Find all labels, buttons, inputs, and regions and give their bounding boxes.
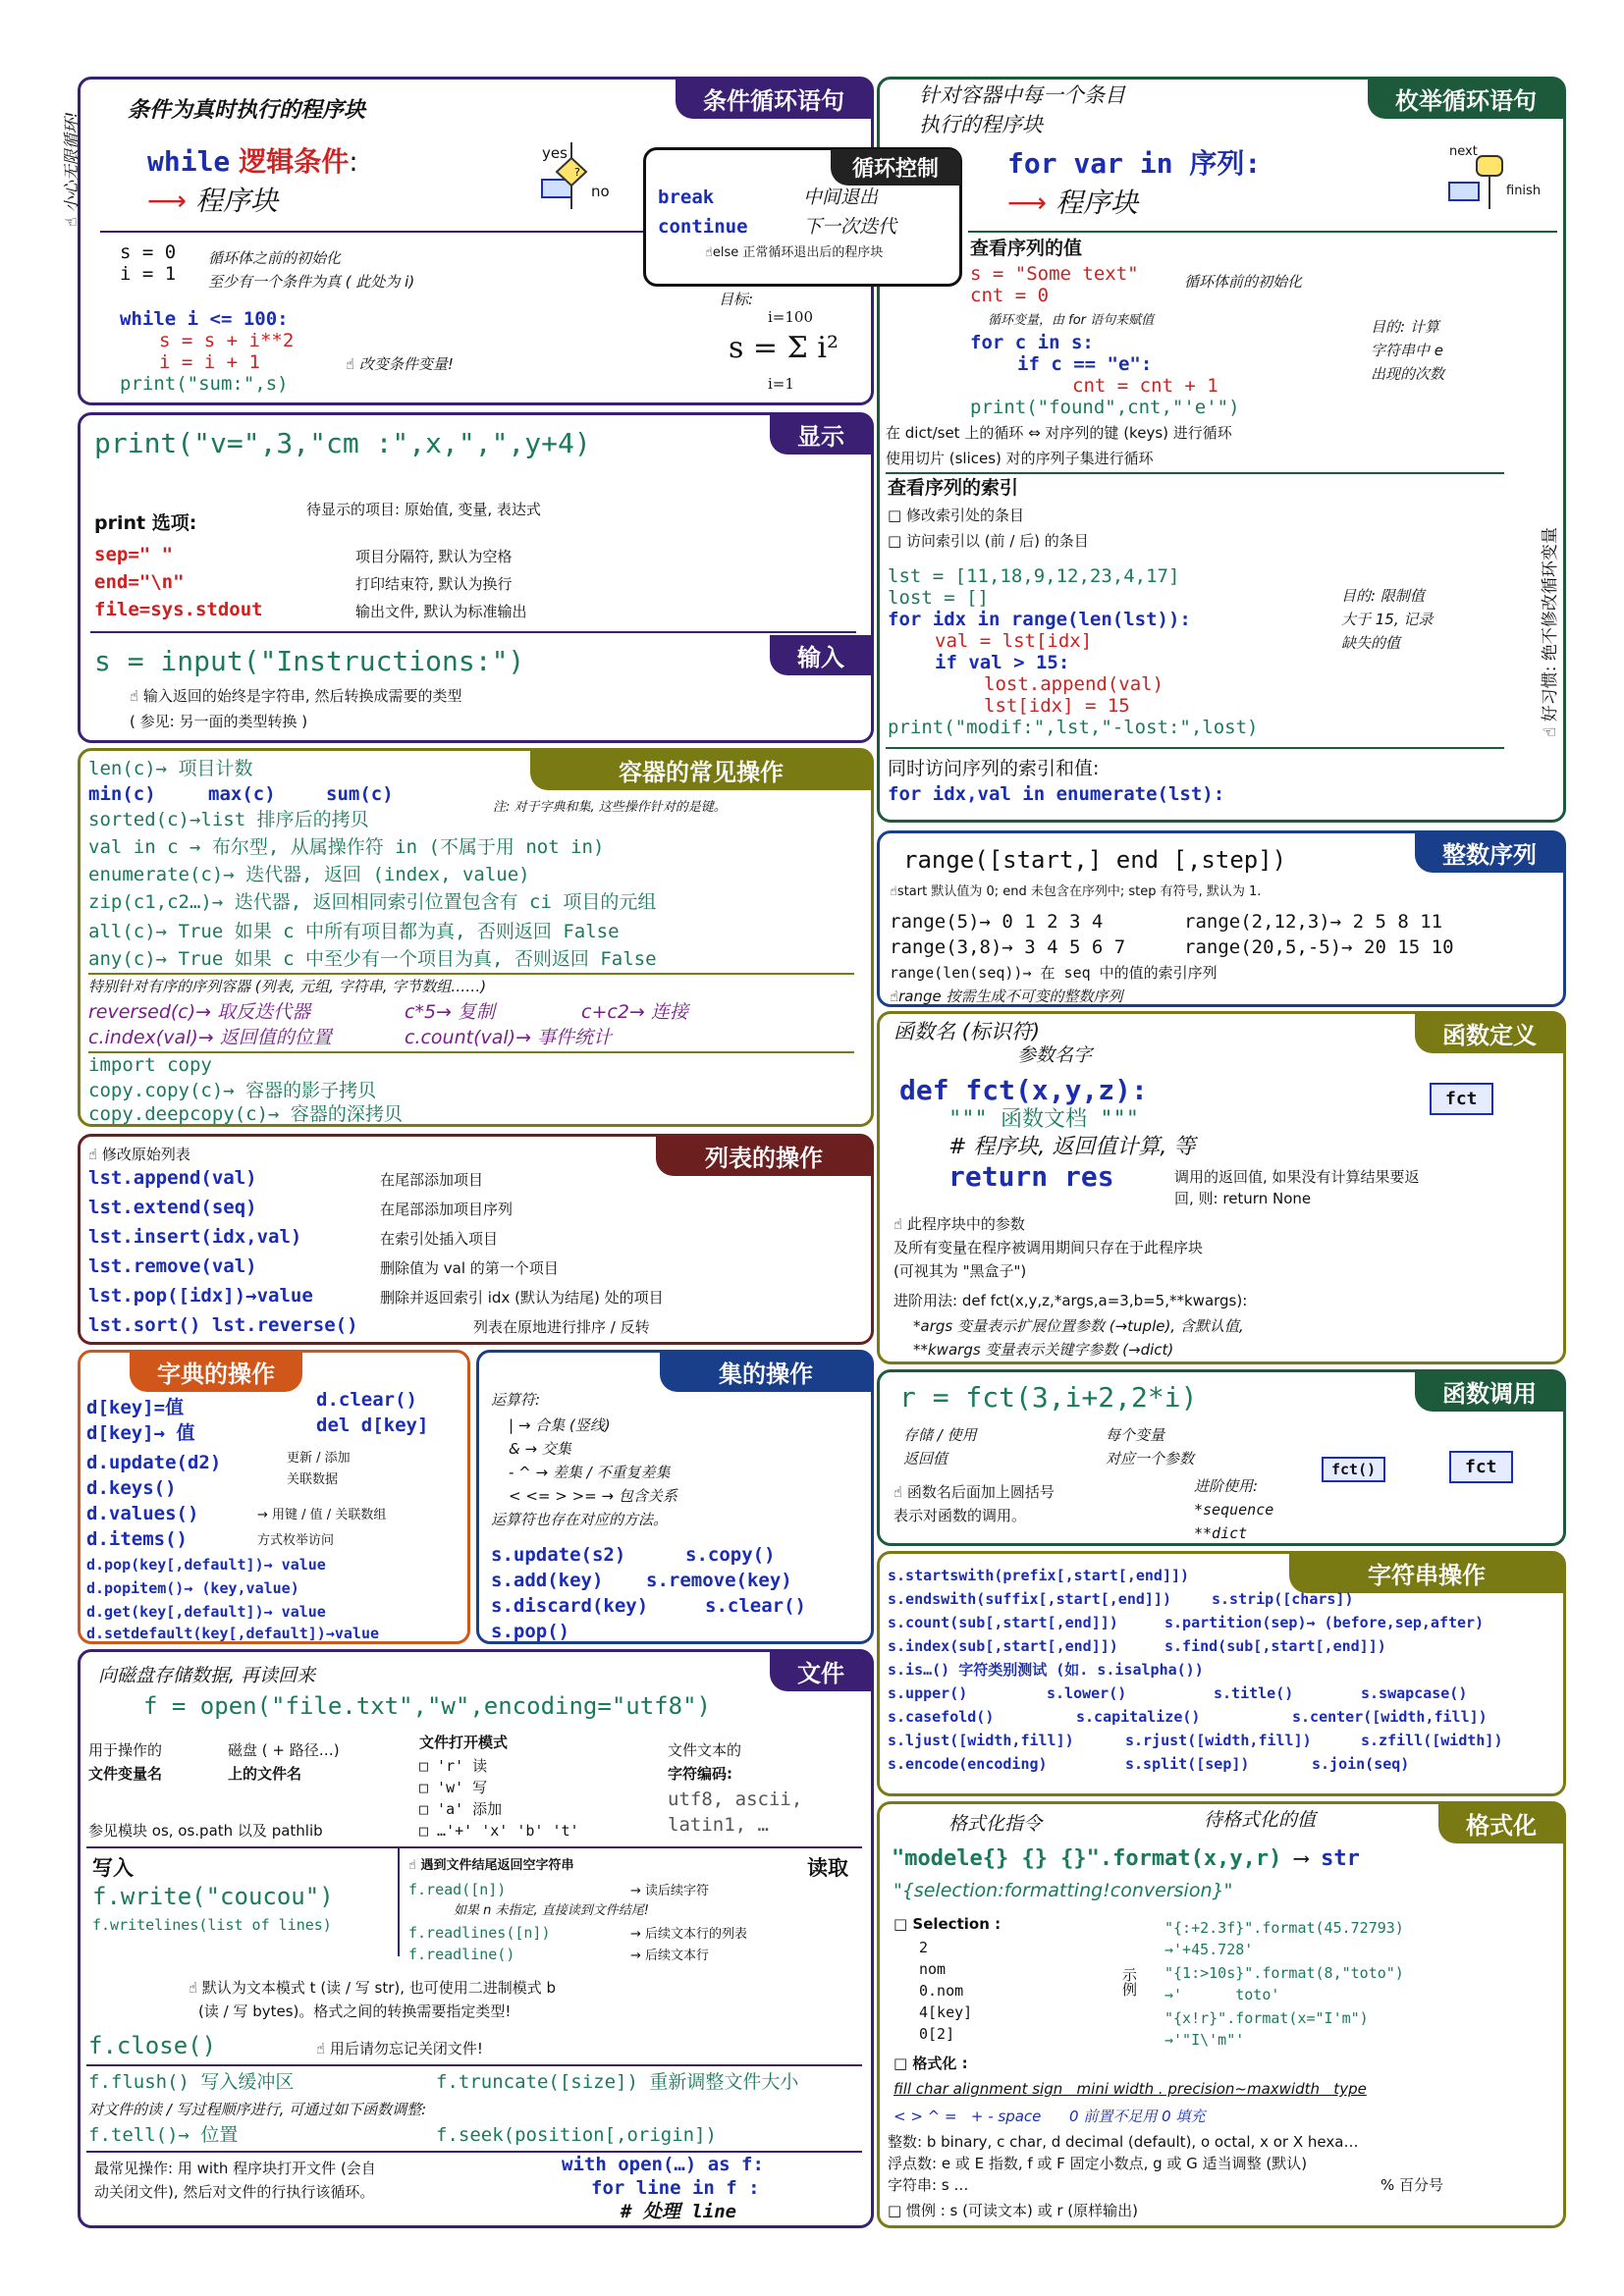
while-line3-note: ☝ 改变条件变量! [346, 355, 454, 373]
for-both-head: 同时访问序列的索引和值: [888, 758, 1100, 779]
print-opt1: sep=" " [94, 544, 174, 565]
for-goal4: 目的: 限制值 [1341, 587, 1425, 605]
for-idx-head: 查看序列的索引 [888, 477, 1019, 499]
fmt-s3: 0.nom [919, 1982, 964, 2000]
files-write-head: 写入 [92, 1856, 134, 1880]
files-mode1: ☝ 默认为文本模式 t (读 / 写 str), 也可使用二进制模式 b [189, 1979, 557, 1997]
input-tag: 输入 [770, 635, 872, 675]
str-r9c: s.join(seq) [1312, 1755, 1410, 1773]
fmt-e6: →'"I\'m"' [1164, 2031, 1245, 2049]
dict-r4: d.keys() [86, 1477, 177, 1499]
while-init2: i = 1 [120, 263, 177, 285]
sets-m3b: s.clear() [705, 1595, 806, 1617]
cont-r6: zip(c1,c2…)→ 迭代器, 返回相同索引位置包含有 ci 项目的元组 [88, 891, 657, 913]
str-r4a: s.index(sub[,start[,end]]) [888, 1637, 1118, 1655]
for-l3-note: 循环变量，由 for 语句来赋值 [988, 313, 1155, 328]
fmt-s5: 0[2] [919, 2025, 955, 2043]
files-code: f = open("file.txt","w",encoding="utf8") [143, 1692, 711, 1720]
fd-body: # 程序块, 返回值计算, 等 [948, 1135, 1196, 1159]
for-l1-note: 循环体前的初始化 [1184, 273, 1303, 291]
files-n3: 磁盘 ( + 路径…) [228, 1741, 340, 1759]
cont-r10b: c*5→ 复制 [405, 1001, 495, 1023]
flow-no-label: no [591, 183, 610, 200]
files-eof: ☝ 遇到文件结尾返回空字符串 [408, 1858, 574, 1873]
for-c8: print("modif:",lst,"-lost:",lost) [888, 717, 1259, 738]
fmt-n2: 待格式化的值 [1204, 1809, 1317, 1831]
fmt-e2: →'+45.728' [1164, 1941, 1254, 1958]
range-e1: range(5)→ 0 1 2 3 4 [890, 911, 1104, 933]
files-w2: f.writelines(list of lines) [92, 1916, 332, 1934]
for-goal2: 字符串中 e [1371, 342, 1443, 359]
break-keyword: break [658, 187, 715, 208]
fmt-parts: fill char alignment sign mini width . precision~maxwidth type [893, 2080, 1367, 2098]
range-e2: range(2,12,3)→ 2 5 8 11 [1184, 911, 1443, 933]
fmt-sel-head: □ Selection : [893, 1915, 1001, 1933]
fd-name-note: 函数名 (标识符) [893, 1020, 1041, 1043]
files-vsep [398, 1848, 400, 1956]
loop-control-tag: 循环控制 [831, 149, 960, 186]
fd-kwargs: **kwargs 变量表示关键字参数 (→dict) [913, 1341, 1174, 1359]
files-flush: f.flush() 写入缓冲区 [88, 2071, 295, 2093]
str-r6a: s.upper() [888, 1684, 968, 1702]
files-divider2 [86, 2064, 862, 2066]
str-r8c: s.zfill([width]) [1361, 1732, 1503, 1749]
files-with-n1: 最常见操作: 用 with 程序块打开文件 (会自 [94, 2160, 376, 2177]
str-r8b: s.rjust([width,fill]) [1125, 1732, 1312, 1749]
while-init1: s = 0 [120, 241, 177, 263]
funcdef-section [877, 1011, 1566, 1364]
range-sig: range([start,] end [,step]) [903, 846, 1287, 874]
str-r3a: s.count(sub[,start[,end]]) [888, 1614, 1118, 1631]
lists-r1: lst.append(val) [88, 1167, 257, 1189]
fmt-ex: < > ^ = + - space 0 前置不足用 0 填充 [893, 2108, 1206, 2125]
dict-r5: d.values() [86, 1503, 199, 1524]
format-tag: 格式化 [1438, 1803, 1564, 1843]
for-l3: for c in s: [970, 332, 1094, 353]
containers-tag: 容器的常见操作 [530, 750, 872, 790]
str-r8a: s.ljust([width,fill]) [888, 1732, 1074, 1749]
str-r5: s.is…() 字符类别测试 (如. s.isalpha()) [888, 1661, 1204, 1679]
for-goal6: 缺失的值 [1341, 634, 1401, 652]
fd-fct-box: fct [1430, 1083, 1493, 1115]
sets-m1a: s.update(s2) [491, 1544, 626, 1566]
files-read-head: 读取 [807, 1856, 848, 1880]
str-r9a: s.encode(encoding) [888, 1755, 1048, 1773]
else-note: ☝else 正常循环退出后的程序块 [705, 245, 884, 260]
sets-o5: 运算符也存在对应的方法。 [491, 1511, 669, 1528]
fd-doc: """ 函数文档 """ [948, 1107, 1139, 1132]
fc-adv: 进阶使用: [1194, 1477, 1259, 1495]
files-rd4d: → 后续文本行 [630, 1949, 710, 1963]
range-section [877, 830, 1566, 1007]
print-items-note: 待显示的项目: 原始值, 变量, 表达式 [306, 501, 541, 518]
dict-r6: d.items() [86, 1528, 188, 1550]
files-head: 向磁盘存储数据, 再读回来 [98, 1665, 316, 1686]
cont-r2b: max(c) [208, 783, 276, 805]
for-both-code: for idx,val in enumerate(lst): [888, 783, 1225, 805]
fd-n1: ☝ 此程序块中的参数 [893, 1215, 1025, 1233]
for-divider3 [886, 747, 1504, 749]
for-divider1 [968, 231, 1557, 233]
range-e5: range(len(seq))→ 在 seq 中的值的索引序列 [890, 964, 1218, 982]
for-side-note: ☝ 好习惯: 绝不修改循环变量 [1541, 527, 1560, 737]
files-mode2: (读 / 写 bytes)。格式之间的转换需要指定类型! [198, 2002, 512, 2020]
while-side-note: ☝ 小心无限循环! [62, 111, 81, 227]
sets-o4: < <= > >= → 包含关系 [509, 1487, 677, 1505]
svg-text:?: ? [574, 166, 580, 179]
fmt-pct: % 百分号 [1380, 2176, 1444, 2194]
files-close-note: ☝ 用后请勿忘记关闭文件! [316, 2040, 483, 2057]
for-finish-label: finish [1506, 184, 1542, 198]
fd-return: return res [948, 1160, 1114, 1193]
fd-ret-note2: 回, 则: return None [1174, 1190, 1312, 1207]
files-n6: 文件文本的 [668, 1741, 742, 1759]
fc-n6: 表示对函数的调用。 [893, 1507, 1027, 1524]
files-with3: # 处理 line [621, 2201, 737, 2222]
cont-r9: 特别针对有序的序列容器 (列表, 元组, 字符串, 字节数组……) [88, 978, 487, 995]
files-close: f.close() [88, 2032, 217, 2059]
cont-r2c: sum(c) [326, 783, 394, 805]
files-rd4: f.readline() [408, 1946, 515, 1963]
fc-fct-box: fct [1449, 1451, 1513, 1483]
fmt-s2: nom [919, 1960, 947, 1978]
fd-code: def fct(x,y,z): [899, 1074, 1148, 1106]
loop-control-section [643, 147, 962, 287]
files-n5: 文件打开模式 [419, 1734, 509, 1751]
fmt-float: 浮点数: e 或 E 指数, f 或 F 固定小数点, g 或 G 适当调整 (默认) [888, 2155, 1308, 2172]
dicts-section [78, 1350, 470, 1644]
fmt-strf: 字符串: s … [888, 2176, 969, 2194]
files-with1: with open(…) as f: [562, 2154, 764, 2175]
dict-r1b: d.clear() [316, 1389, 417, 1411]
dict-r3n1: 更新 / 添加 [287, 1451, 351, 1466]
dict-r2b: del d[key] [316, 1415, 429, 1436]
cont-r11b: c.count(val)→ 事件统计 [405, 1027, 613, 1048]
for-goal5: 大于 15, 记录 [1341, 611, 1434, 628]
str-r2a: s.endswith(suffix[,start[,end]]) [888, 1590, 1171, 1608]
for-block: ⟶ 程序块 [1007, 187, 1139, 219]
while-sum-top: i=100 [768, 308, 813, 326]
fmt-e5: "{x!r}".format(x="I'm") [1164, 2009, 1369, 2027]
fmt-ex-label: 示例 [1120, 1967, 1138, 1997]
lists-section [78, 1134, 874, 1345]
fc-n4: 对应一个参数 [1106, 1450, 1195, 1468]
dict-r10: d.setdefault(key[,default])→value [86, 1625, 380, 1642]
fc-n1: 存储 / 使用 [903, 1426, 977, 1444]
while-goal: 目标: [719, 291, 754, 308]
sets-o1: | → 合集 (竖线) [509, 1416, 611, 1434]
files-divider1 [86, 1846, 862, 1848]
files-section [78, 1649, 874, 2228]
funccall-tag: 函数调用 [1415, 1371, 1564, 1412]
sets-m2a: s.add(key) [491, 1570, 604, 1591]
for-l4: if c == "e": [1017, 353, 1153, 375]
fc-n2: 返回值 [903, 1450, 948, 1468]
fmt-e4: →' toto' [1164, 1986, 1280, 2003]
fmt-s1: 2 [919, 1939, 929, 1956]
cont-r12: import copy [88, 1054, 212, 1076]
files-n2: 文件变量名 [88, 1765, 163, 1783]
print-tag: 显示 [770, 414, 872, 454]
for-l6: print("found",cnt,"'e'") [970, 397, 1240, 418]
fc-n3: 每个变量 [1106, 1426, 1165, 1444]
print-opt3: file=sys.stdout [94, 599, 263, 620]
fc-n5: ☝ 函数名后面加上圆括号 [893, 1483, 1055, 1501]
for-next-label: next [1449, 144, 1478, 159]
dict-r8: d.popitem()→ (key,value) [86, 1579, 299, 1597]
cont-r10a: reversed(c)→ 取反迭代器 [88, 1001, 311, 1023]
while-line2: s = s + i**2 [159, 330, 295, 351]
fc-seq: *sequence [1194, 1501, 1274, 1519]
range-e6: ☝range 按需生成不可变的整数序列 [890, 988, 1123, 1005]
lists-r4: lst.remove(val) [88, 1255, 257, 1277]
dict-r9: d.get(key[,default])→ value [86, 1603, 326, 1621]
files-n4: 上的文件名 [228, 1765, 302, 1783]
funcdef-tag: 函数定义 [1415, 1013, 1564, 1053]
while-line3: i = i + 1 [159, 351, 260, 373]
sets-m2b: s.remove(key) [646, 1570, 792, 1591]
sets-tag: 集的操作 [660, 1352, 872, 1392]
files-m4: □ …'+' 'x' 'b' 't' [419, 1822, 579, 1840]
sets-o3: - ^ → 差集 / 不重复差集 [509, 1464, 671, 1481]
lists-r3: lst.insert(idx,val) [88, 1226, 302, 1248]
print-opt2-desc: 打印结束符, 默认为换行 [355, 575, 513, 593]
dict-r6n: 方式枚举访问 [257, 1533, 335, 1548]
for-c3: for idx in range(len(lst)): [888, 609, 1191, 630]
fd-n3: (可视其为 "黑盒子") [893, 1262, 1027, 1280]
for-c7: lst[idx] = 15 [984, 695, 1130, 717]
range-e3: range(3,8)→ 3 4 5 6 7 [890, 936, 1126, 958]
str-r2b: s.strip([chars]) [1212, 1590, 1354, 1608]
files-rd1d: → 读后续字符 [630, 1884, 710, 1898]
while-block: ⟶ 程序块 [147, 185, 279, 217]
files-m1: □ 'r' 读 [419, 1757, 488, 1775]
cont-r1: len(c)→ 项目计数 [88, 758, 253, 779]
files-n9: latin1, … [668, 1814, 769, 1836]
for-section [877, 77, 1566, 823]
for-c4: val = lst[idx] [935, 630, 1093, 652]
fd-param-note: 参数名字 [1017, 1044, 1093, 1066]
fc-dict: **dict [1194, 1524, 1248, 1542]
fc-call-box: fct() [1322, 1457, 1385, 1482]
for-dict-note: 在 dict/set 上的循环 ⇔ 对序列的键 (keys) 进行循环 [886, 424, 1232, 442]
cont-r4: val in c → 布尔型, 从属操作符 in (不属于用 not in) [88, 836, 605, 858]
fd-adv: 进阶用法: def fct(x,y,z,*args,a=3,b=5,**kwargs): [893, 1292, 1248, 1309]
strings-tag: 字符串操作 [1289, 1553, 1564, 1593]
cont-r7: all(c)→ True 如果 c 中所有项目都为真, 否则返回 False [88, 921, 620, 942]
cont-r10c: c+c2→ 连接 [581, 1001, 688, 1023]
for-goal3: 出现的次数 [1371, 365, 1445, 383]
for-tag: 枚举循环语句 [1368, 79, 1564, 119]
fmt-s4: 4[key] [919, 2003, 973, 2021]
fmt-syntax: "{selection:formatting!conversion}" [893, 1880, 1233, 1901]
sets-ops: 运算符: [491, 1391, 541, 1409]
str-r9b: s.split([sep]) [1125, 1755, 1250, 1773]
lists-r5d: 删除并返回索引 idx (默认为结尾) 处的项目 [380, 1289, 664, 1307]
dict-r5n: → 用键 / 值 / 关联数组 [257, 1508, 387, 1522]
files-rd3: f.readlines([n]) [408, 1924, 551, 1942]
str-r3b: s.partition(sep)→ (before,sep,after) [1164, 1614, 1485, 1631]
funccall-section [877, 1369, 1566, 1546]
cont-r3: sorted(c)→list 排序后的拷贝 [88, 809, 369, 830]
print-opt3-desc: 输出文件, 默认为标准输出 [355, 603, 527, 620]
files-n8: utf8, ascii, [668, 1789, 803, 1810]
files-rd3d: → 后续文本行的列表 [630, 1927, 748, 1942]
dict-r3n2: 关联数据 [287, 1472, 339, 1487]
lists-r6: lst.sort() lst.reverse() [88, 1314, 358, 1336]
while-sum-bottom: i=1 [768, 375, 794, 393]
lists-head: ☝ 修改原始列表 [88, 1146, 190, 1163]
for-l1: s = "Some text" [970, 263, 1139, 285]
while-code: while 逻辑条件: [147, 145, 358, 178]
lists-r5: lst.pop([idx])→value [88, 1285, 313, 1307]
while-init-note1: 循环体之前的初始化 [208, 249, 342, 267]
files-rd2: 如果 n 未指定, 直接读到文件结尾! [454, 1903, 649, 1918]
sets-section [476, 1350, 874, 1644]
for-val-head: 查看序列的值 [970, 238, 1083, 259]
dicts-tag: 字典的操作 [130, 1352, 302, 1392]
fd-ret-note1: 调用的返回值, 如果没有计算结果要返 [1174, 1168, 1420, 1186]
fmt-code: "modele{} {} {}".format(x,y,r) ⟶ str [892, 1846, 1360, 1871]
files-tell: f.tell()→ 位置 [88, 2124, 239, 2146]
fc-code: r = fct(3,i+2,2*i) [899, 1381, 1198, 1414]
while-init-note2: 至少有一个条件为真 ( 此处为 i) [208, 273, 415, 291]
sets-m1b: s.copy() [685, 1544, 776, 1566]
files-rd1: f.read([n]) [408, 1881, 507, 1898]
str-r6b: s.lower() [1047, 1684, 1127, 1702]
files-with-n2: 动关闭文件), 然后对文件的行执行该循环。 [94, 2183, 375, 2201]
sets-m4: s.pop() [491, 1621, 570, 1642]
fd-n2: 及所有变量在程序被调用期间只存在于此程序块 [893, 1239, 1204, 1256]
fmt-n1: 格式化指令 [948, 1813, 1043, 1835]
while-line4: print("sum:",s) [120, 373, 289, 395]
files-n7: 字符编码: [668, 1765, 732, 1783]
range-tag: 整数序列 [1415, 832, 1564, 873]
input-code: s = input("Instructions:") [94, 645, 525, 677]
for-idx1: □ 修改索引处的条目 [888, 507, 1024, 524]
print-opt2: end="\n" [94, 571, 185, 593]
for-idx2: □ 访问索引以 (前 / 后) 的条目 [888, 532, 1089, 550]
continue-keyword: continue [658, 216, 748, 238]
sets-m3a: s.discard(key) [491, 1595, 649, 1617]
cont-r13: copy.copy(c)→ 容器的影子拷贝 [88, 1080, 377, 1101]
for-title2: 执行的程序块 [919, 113, 1043, 136]
for-code: for var in 序列: [1007, 147, 1262, 180]
lists-tag: 列表的操作 [656, 1136, 872, 1176]
fmt-e1: "{:+2.3f}".format(45.72793) [1164, 1919, 1404, 1937]
format-section [877, 1801, 1566, 2228]
lists-r4d: 删除值为 val 的第一个项目 [380, 1259, 559, 1277]
for-title1: 针对容器中每一个条目 [919, 83, 1125, 107]
files-rw-note: 对文件的读 / 写过程顺序进行, 可通过如下函数调整: [88, 2101, 427, 2118]
files-m3: □ 'a' 添加 [419, 1800, 503, 1818]
range-e4: range(20,5,-5)→ 20 15 10 [1184, 936, 1454, 958]
containers-section [78, 748, 874, 1127]
print-code: print("v=",3,"cm :",x,",",y+4) [94, 427, 591, 459]
cont-r2-note: 注: 对于字典和集, 这些操作针对的是键。 [493, 800, 727, 815]
dict-r7: d.pop(key[,default])→ value [86, 1556, 326, 1574]
strings-section [877, 1551, 1566, 1796]
range-note: ☝start 默认值为 0; end 未包含在序列中; step 有符号, 默认为 1. [890, 884, 1262, 899]
for-goal1: 目的: 计算 [1371, 318, 1439, 336]
continue-desc: 下一次迭代 [803, 216, 897, 238]
for-divider2 [886, 472, 1504, 474]
dict-r3: d.update(d2) [86, 1452, 222, 1473]
str-r6d: s.swapcase() [1361, 1684, 1468, 1702]
flow-yes-label: yes [542, 144, 568, 162]
while-line1: while i <= 100: [120, 308, 289, 330]
lists-r6d: 列表在原地进行排序 / 反转 [473, 1318, 650, 1336]
files-w1: f.write("coucou") [92, 1883, 334, 1910]
fd-args: *args 变量表示扩展位置参数 (→tuple), 含默认值, [913, 1317, 1244, 1335]
lists-r3d: 在索引处插入项目 [380, 1230, 499, 1248]
for-c5: if val > 15: [935, 652, 1070, 673]
for-slice-note: 使用切片 (slices) 对的序列子集进行循环 [886, 450, 1154, 467]
lists-r2d: 在尾部添加项目序列 [380, 1201, 514, 1218]
lists-r1d: 在尾部添加项目 [380, 1171, 484, 1189]
break-desc: 中间退出 [803, 187, 879, 208]
for-c2: lost = [] [888, 587, 989, 609]
while-sum: s = Σ i² [729, 331, 839, 365]
input-note2: ( 参见: 另一面的类型转换 ) [130, 713, 308, 730]
lists-r2: lst.extend(seq) [88, 1197, 257, 1218]
cont-r2a: min(c) [88, 783, 156, 805]
print-opt1-desc: 项目分隔符, 默认为空格 [355, 548, 513, 565]
while-title: 条件为真时执行的程序块 [128, 98, 366, 123]
files-n10: 参见模块 os, os.path 以及 pathlib [88, 1822, 323, 1840]
fmt-e3: "{1:>10s}".format(8,"toto") [1164, 1964, 1404, 1982]
dict-r1a: d[key]=值 [86, 1397, 185, 1418]
cont-r5: enumerate(c)→ 迭代器, 返回 (index, value) [88, 864, 530, 885]
sets-o2: & → 交集 [509, 1440, 571, 1458]
files-n1: 用于操作的 [88, 1741, 163, 1759]
input-note1: ☝ 输入返回的始终是字符串, 然后转换成需要的类型 [130, 687, 462, 705]
for-c6: lost.append(val) [984, 673, 1164, 695]
str-r6c: s.title() [1214, 1684, 1294, 1702]
for-c1: lst = [11,18,9,12,23,4,17] [888, 565, 1180, 587]
fmt-int: 整数: b binary, c char, d decimal (default), o octal, x or X hexa… [888, 2133, 1359, 2151]
str-r7a: s.casefold() [888, 1708, 995, 1726]
str-r7b: s.capitalize() [1076, 1708, 1201, 1726]
for-l2: cnt = 0 [970, 285, 1050, 306]
files-with2: for line in f : [591, 2177, 760, 2199]
cont-r8: any(c)→ True 如果 c 中至少有一个项目为真, 否则返回 False [88, 948, 657, 970]
files-m2: □ 'w' 写 [419, 1779, 488, 1796]
cont-r14: copy.deepcopy(c)→ 容器的深拷贝 [88, 1103, 403, 1125]
files-seek: f.seek(position[,origin]) [436, 2124, 717, 2146]
dict-r2a: d[key]→ 值 [86, 1422, 195, 1444]
str-r1a: s.startswith(prefix[,start[,end]]) [888, 1567, 1190, 1584]
while-tag: 条件循环语句 [676, 79, 872, 119]
files-trunc: f.truncate([size]) 重新调整文件大小 [436, 2071, 799, 2093]
cont-r11a: c.index(val)→ 返回值的位置 [88, 1027, 332, 1048]
str-r4b: s.find(sub[,start[,end]]) [1164, 1637, 1386, 1655]
fmt-conv: □ 惯例 : s (可读文本) 或 r (原样输出) [888, 2202, 1138, 2219]
fmt-fmt-head: □ 格式化 : [893, 2055, 968, 2072]
str-r7c: s.center([width,fill]) [1292, 1708, 1488, 1726]
print-divider [90, 631, 856, 633]
for-l5: cnt = cnt + 1 [1072, 375, 1218, 397]
print-section [78, 412, 874, 743]
files-tag: 文件 [770, 1651, 872, 1691]
while-divider [100, 231, 709, 233]
print-options: print 选项: [94, 512, 197, 534]
